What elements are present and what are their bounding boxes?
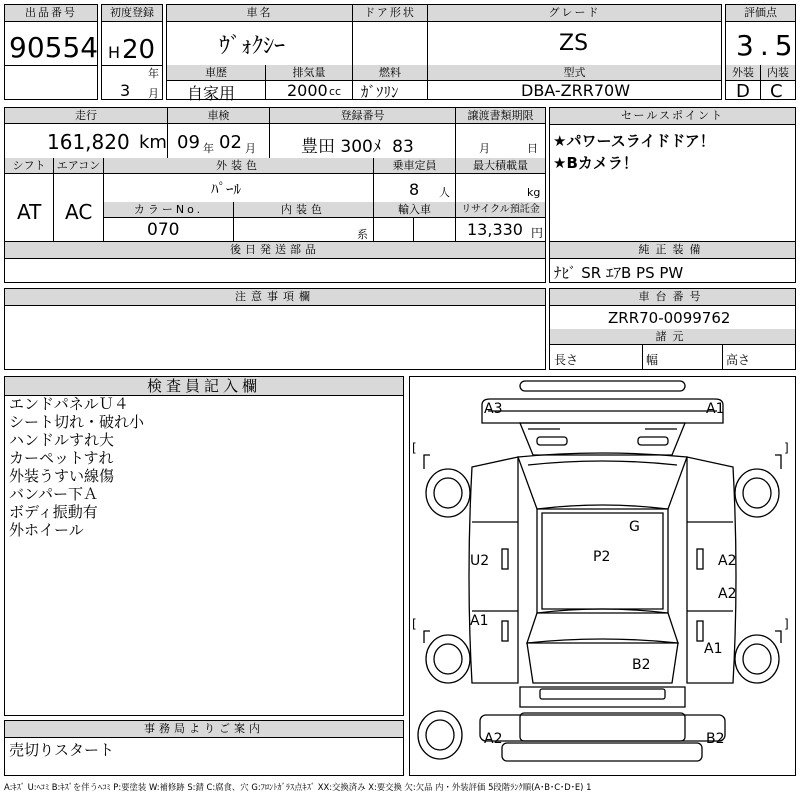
shift: AT <box>17 200 42 224</box>
legend: A:ｷｽﾞ U:ﾍｺﾐ B:ｷｽﾞを伴うﾍｺﾐ P:要塗装 W:補修跡 S:錆 C:腐食、穴 G:ﾌﾛﾝﾄｶﾞﾗｽ点ｷｽﾞ XX:交換済み X:要交換 欠:欠品 内・外装評価 5段階ﾗﾝｸ順(A･B･C･D･E) 1 <box>4 782 592 792</box>
dimensions-label: 諸元 <box>550 329 795 345</box>
recycle-fee: 13,330 <box>467 220 523 239</box>
sales-point-box <box>549 107 796 242</box>
recycle-label: リサイクル預託金 <box>455 202 545 218</box>
inspector-note: ハンドルすれ大 <box>9 431 115 449</box>
later-parts-box <box>4 241 546 283</box>
inspector-notes-box <box>4 376 404 716</box>
reg-month: 3 <box>120 81 131 100</box>
color-number: 070 <box>147 220 180 240</box>
inspector-notes-label: 検査員記入欄 <box>5 377 403 396</box>
lot-number: 90554 <box>9 31 99 64</box>
interior-color-unit: 系 <box>357 228 368 241</box>
inspection-year: 09 <box>177 132 200 153</box>
grade-label: グレード <box>427 5 721 22</box>
mark-b2: B2 <box>632 657 651 673</box>
mark-a2-right: A2 <box>718 553 737 569</box>
score-label: 評価点 <box>726 5 795 22</box>
sales-point-2: ★Bカメラ！ <box>553 154 638 172</box>
history-label: 車歴 <box>167 65 265 81</box>
color-label: 外装色 <box>103 158 373 174</box>
displacement: 2000 <box>287 81 328 100</box>
seats-unit: 人 <box>439 186 450 199</box>
sales-point-label: セールスポイント <box>550 108 795 125</box>
later-parts-label: 後日発送部品 <box>5 242 545 259</box>
inspection-label: 車検 <box>167 108 269 124</box>
ac: AC <box>65 200 93 224</box>
model-code: DBA-ZRR70W <box>521 81 631 100</box>
document-month-unit: 月 <box>479 142 490 155</box>
equipment-value: ﾅﾋﾞ SR ｴｱB PS PW <box>554 264 684 282</box>
mark-b2-rear-right: B2 <box>706 731 725 747</box>
bracket-close-right: ] <box>784 441 789 455</box>
bracket-close-right-rear: ] <box>784 617 789 631</box>
exterior-label: 外装 <box>726 65 760 81</box>
document-day-unit: 日 <box>527 142 538 155</box>
import-label: 輸入車 <box>373 202 455 218</box>
first-registration-cell <box>101 4 163 100</box>
year-unit: 年 <box>148 67 159 80</box>
inspection-month: 02 <box>219 132 242 153</box>
first-registration-label: 初度登録 <box>102 5 162 22</box>
office-notes-value: 売切りスタート <box>9 741 115 759</box>
era: H <box>108 43 121 62</box>
mark-a2-right2: A2 <box>718 586 737 602</box>
mark-a2-rear-left: A2 <box>484 731 503 747</box>
document-deadline-label: 譲渡書類期限 <box>455 108 545 124</box>
equipment-box <box>549 241 796 283</box>
inspector-note: エンドパネルＵ４ <box>9 395 129 413</box>
registration-number: 豊田 300ﾒ 83 <box>301 137 414 157</box>
width-label: 幅 <box>646 353 659 367</box>
vehicle-info-block <box>4 107 546 242</box>
score: 3.5 <box>736 29 799 62</box>
seats-label: 乗車定員 <box>373 158 455 174</box>
damage-diagram <box>409 376 796 776</box>
color-number-label: カラーNo. <box>103 202 233 218</box>
inspector-note: カーペットすれ <box>9 449 114 467</box>
bracket-open-left-rear: [ <box>412 617 417 631</box>
chassis-box <box>549 288 796 370</box>
mark-g: G <box>629 519 640 535</box>
mileage: 161,820 <box>47 130 130 154</box>
car-name-cell <box>166 4 722 103</box>
recycle-unit: 円 <box>531 226 544 240</box>
inspector-note: バンパー下Ａ <box>9 485 98 503</box>
displacement-unit: cc <box>329 85 342 98</box>
exterior-grade: D <box>736 81 750 102</box>
caution-label: 注意事項欄 <box>5 289 545 306</box>
car-outline-diagram <box>410 377 795 775</box>
chassis-label: 車台番号 <box>550 289 795 306</box>
mark-a1-left: A1 <box>470 613 489 629</box>
length-label: 長さ <box>554 353 579 367</box>
model-label: 型式 <box>427 65 721 81</box>
fuel-label: 燃料 <box>352 65 427 81</box>
month-unit: 月 <box>148 87 159 100</box>
car-name-label: 車名 <box>167 5 352 22</box>
seats: 8 <box>409 180 420 199</box>
mark-p2: P2 <box>593 549 611 565</box>
inspector-note: 外ホイール <box>9 521 84 539</box>
fuel: ｶﾞｿﾘﾝ <box>361 83 399 101</box>
ac-label: エアコン <box>53 158 103 174</box>
mark-a1-right: A1 <box>704 641 723 657</box>
inspector-note: 外装うすい線傷 <box>9 467 115 485</box>
equipment-label: 純正装備 <box>550 242 795 259</box>
mark-a3: A3 <box>484 401 503 417</box>
interior-grade: C <box>770 81 783 102</box>
sales-point-1: ★パワースライドドア！ <box>553 132 715 150</box>
load-label: 最大積載量 <box>455 158 545 174</box>
interior-label: 内装 <box>760 65 795 81</box>
lot-number-label: 出品番号 <box>5 5 97 22</box>
office-notes-label: 事務局よりご案内 <box>5 721 403 738</box>
mileage-unit: km <box>139 132 167 153</box>
height-label: 高さ <box>726 353 751 367</box>
office-notes-box <box>4 720 404 776</box>
inspection-year-unit: 年 <box>203 142 214 155</box>
chassis-number: ZRR70-0099762 <box>608 309 731 327</box>
mileage-label: 走行 <box>5 108 167 124</box>
car-name: ｳﾞｫｸｼｰ <box>219 34 286 59</box>
mark-a1-front-right: A1 <box>706 401 725 417</box>
mark-u2: U2 <box>470 553 490 569</box>
inspection-month-unit: 月 <box>245 142 256 155</box>
load-unit: kg <box>527 186 541 199</box>
bracket-open-left: [ <box>412 441 417 455</box>
caution-box <box>4 288 546 370</box>
color: ﾊﾟｰﾙ <box>211 180 242 198</box>
inspector-note: シート切れ・破れ小 <box>9 413 145 431</box>
registration-label: 登録番号 <box>269 108 455 124</box>
lot-number-cell <box>4 4 98 100</box>
door-label: ドア形状 <box>352 5 427 22</box>
reg-year: 20 <box>122 35 156 65</box>
shift-label: シフト <box>5 158 53 174</box>
score-cell <box>725 4 799 102</box>
interior-color-label: 内装色 <box>233 202 373 218</box>
grade: ZS <box>559 31 589 56</box>
inspector-note: ボディ振動有 <box>9 503 98 521</box>
displacement-label: 排気量 <box>265 65 352 81</box>
history: 自家用 <box>187 84 236 103</box>
